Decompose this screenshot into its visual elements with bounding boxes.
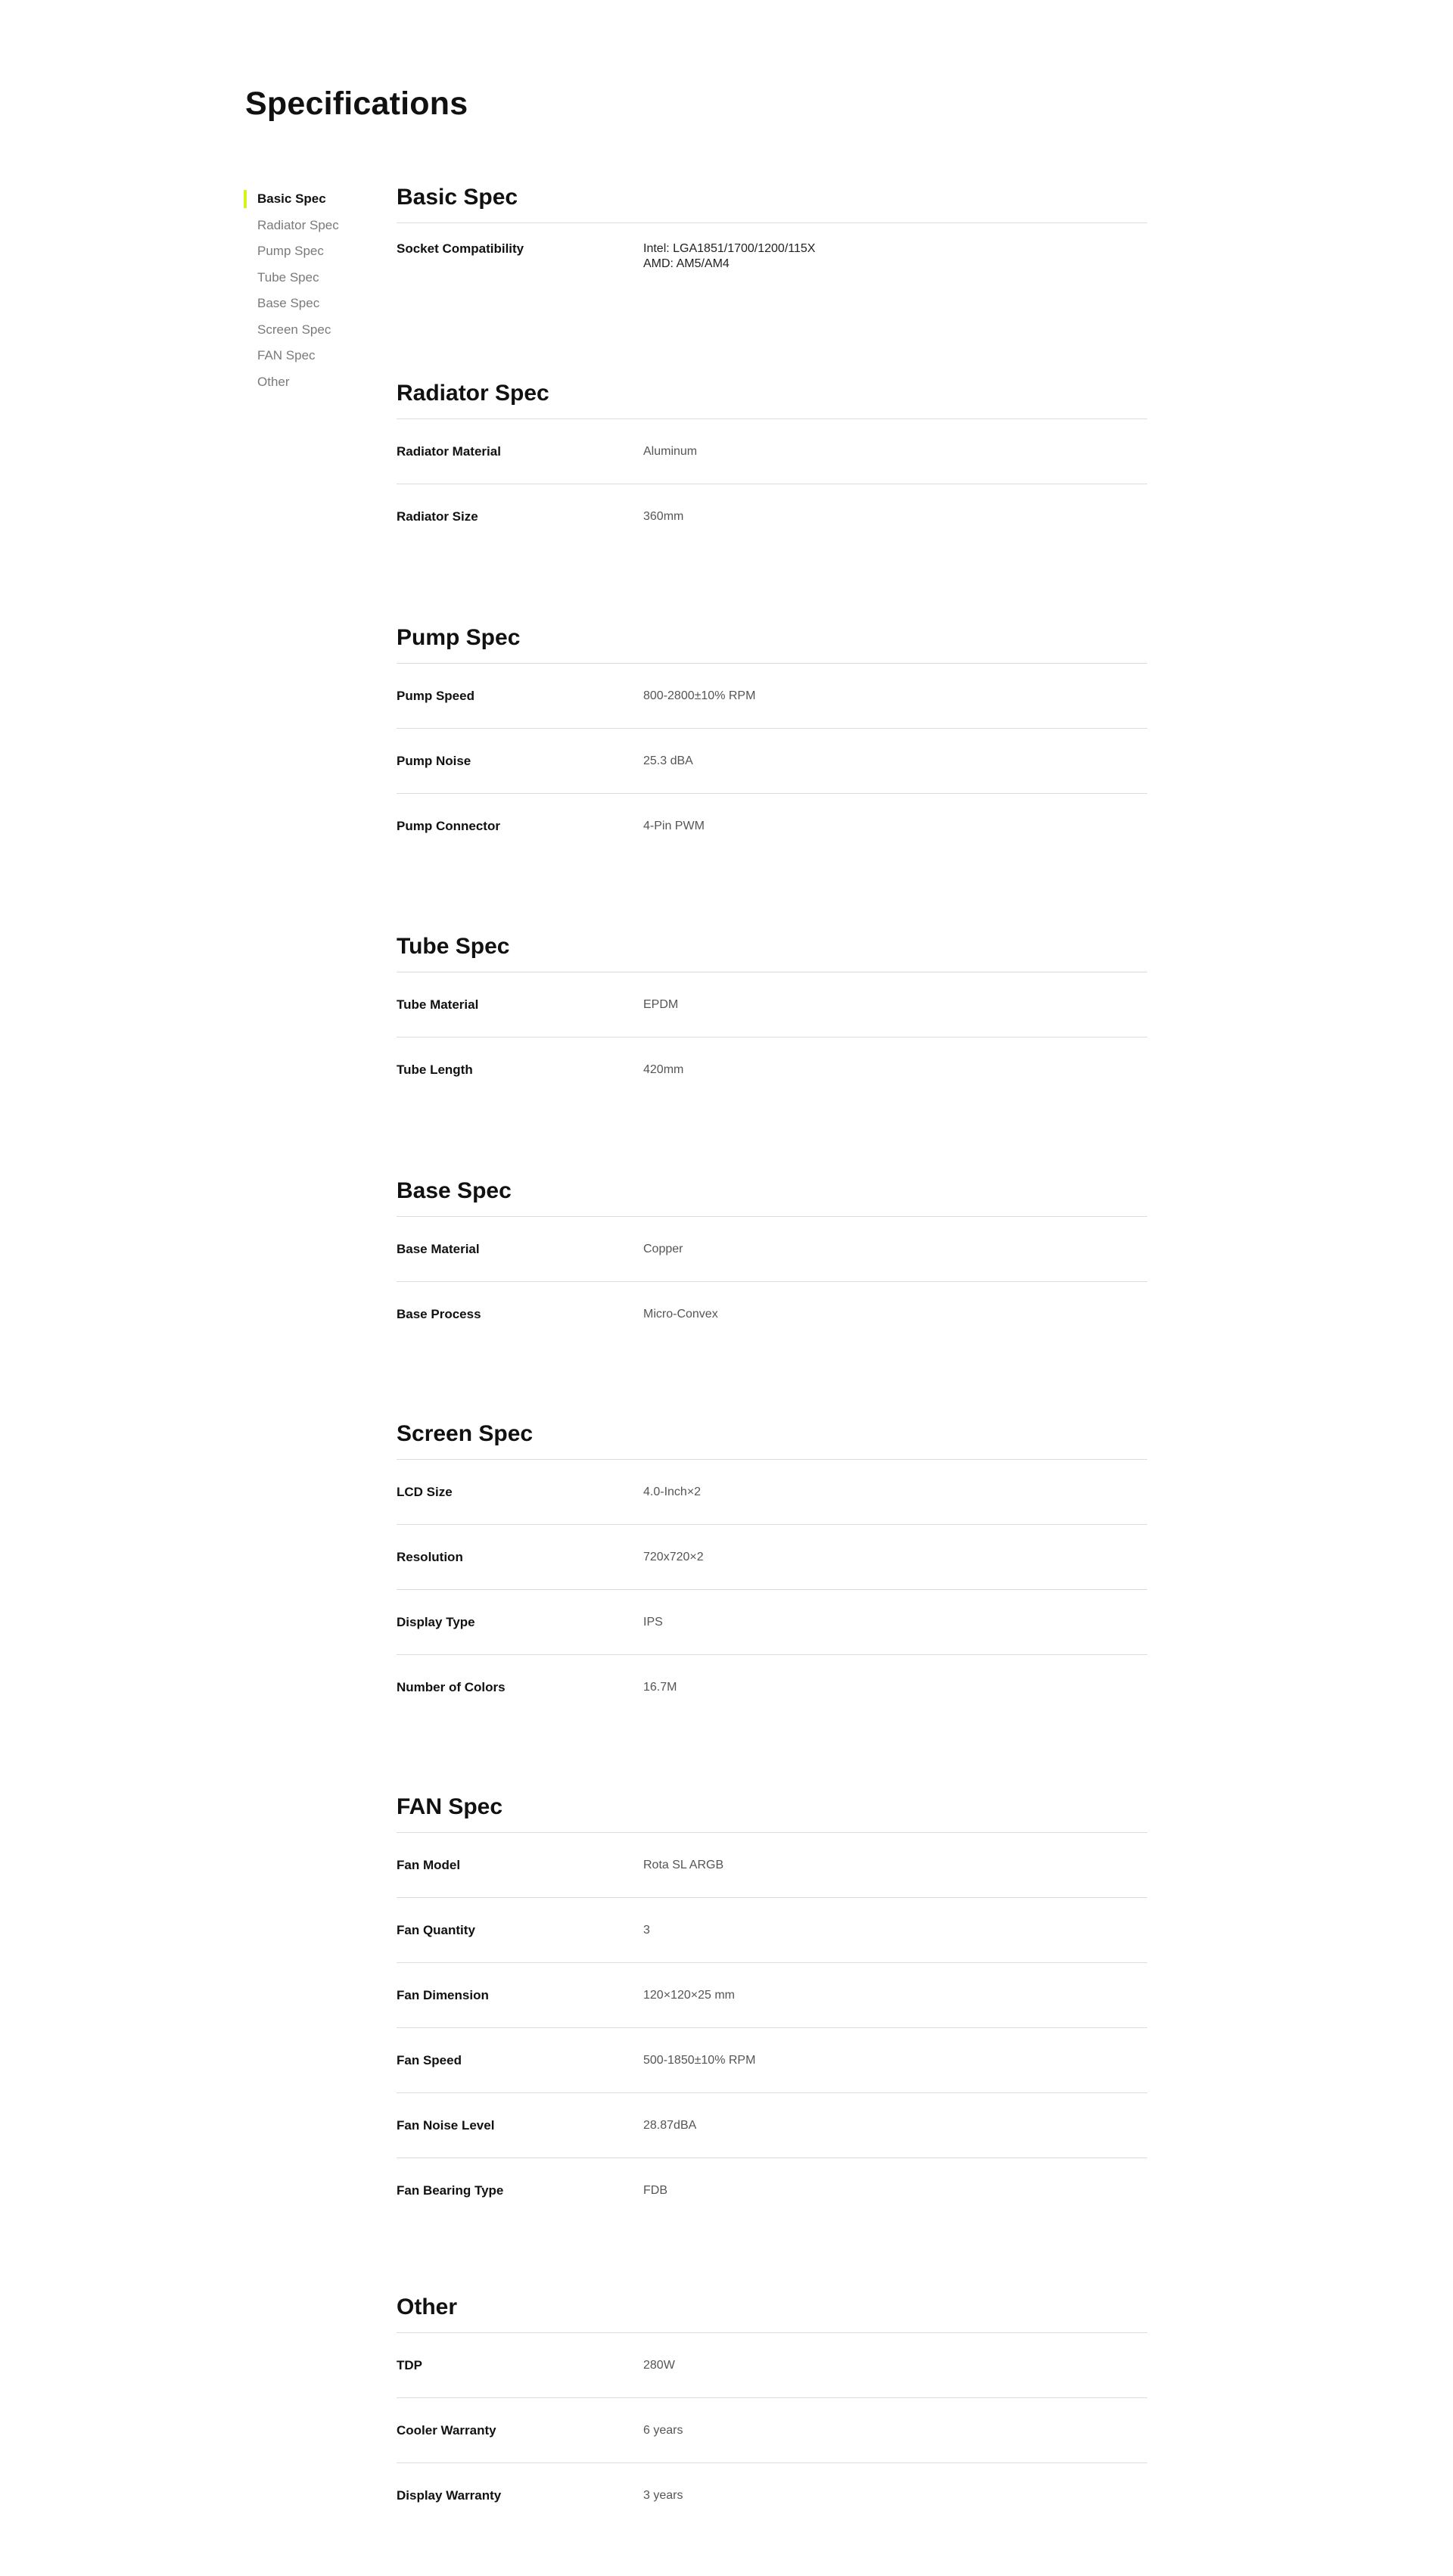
nav-item-pump-spec[interactable]: Pump Spec <box>257 244 324 258</box>
spec-label: Fan Bearing Type <box>397 2182 504 2198</box>
spec-value: FDB <box>643 2183 667 2197</box>
spec-value: 3 <box>643 1923 650 1937</box>
spec-label: Fan Quantity <box>397 1922 475 1937</box>
spec-value-line: AMD: AM5/AM4 <box>643 257 730 270</box>
spec-row-fan-quantity <box>397 1898 1147 1963</box>
nav-item-other[interactable]: Other <box>257 374 290 389</box>
spec-row-base-process <box>397 1282 1147 1346</box>
spec-value: 800-2800±10% RPM <box>643 689 756 702</box>
spec-value: 360mm <box>643 509 684 523</box>
spec-label: Pump Connector <box>397 818 500 833</box>
section-other <box>397 2282 1147 2528</box>
section-radiator-spec <box>397 369 1147 549</box>
nav-item-radiator-spec[interactable]: Radiator Spec <box>257 217 339 232</box>
spec-value: 280W <box>643 2358 675 2372</box>
spec-label: Cooler Warranty <box>397 2422 496 2438</box>
section-title: Screen Spec <box>397 1409 1147 1460</box>
section-title: Basic Spec <box>397 173 1147 223</box>
spec-row-fan-bearing-type <box>397 2158 1147 2223</box>
section-screen-spec <box>397 1409 1147 1719</box>
spec-row-pump-speed <box>397 664 1147 729</box>
spec-value: Rota SL ARGB <box>643 1858 724 1871</box>
spec-value: Copper <box>643 1242 683 1255</box>
section-title: Radiator Spec <box>397 369 1147 419</box>
spec-row-radiator-material <box>397 419 1147 484</box>
spec-row-number-of-colors <box>397 1655 1147 1719</box>
spec-value: 500-1850±10% RPM <box>643 2053 756 2067</box>
spec-label: Fan Speed <box>397 2052 462 2067</box>
spec-value: IPS <box>643 1615 663 1629</box>
spec-label: Socket Compatibility <box>397 241 524 256</box>
section-title: Other <box>397 2282 1147 2333</box>
spec-label: Pump Noise <box>397 753 471 768</box>
spec-row-tube-length <box>397 1038 1147 1102</box>
spec-row-cooler-warranty <box>397 2398 1147 2463</box>
spec-row-base-material <box>397 1217 1147 1282</box>
spec-row-display-warranty <box>397 2463 1147 2528</box>
spec-label: Fan Model <box>397 1857 461 1872</box>
spec-label: Display Type <box>397 1614 475 1629</box>
section-base-spec <box>397 1166 1147 1346</box>
spec-value: 3 years <box>643 2488 683 2502</box>
spec-row-pump-noise <box>397 729 1147 794</box>
spec-row-pump-connector <box>397 794 1147 858</box>
section-basic-spec <box>397 173 1147 291</box>
spec-label: Base Material <box>397 1241 480 1256</box>
spec-label: Fan Noise Level <box>397 2117 495 2133</box>
spec-row-fan-dimension <box>397 1963 1147 2028</box>
spec-value: EPDM <box>643 997 679 1011</box>
section-title: Pump Spec <box>397 613 1147 664</box>
spec-value: 6 years <box>643 2423 683 2437</box>
spec-label: Radiator Size <box>397 509 478 524</box>
spec-label: TDP <box>397 2357 422 2372</box>
spec-row-lcd-size <box>397 1460 1147 1525</box>
spec-value: Micro-Convex <box>643 1307 718 1321</box>
nav-item-base-spec[interactable]: Base Spec <box>257 296 320 310</box>
spec-label: Tube Length <box>397 1062 473 1077</box>
spec-value: 420mm <box>643 1062 684 1076</box>
nav-item-screen-spec[interactable]: Screen Spec <box>257 322 331 337</box>
spec-row-fan-model <box>397 1833 1147 1898</box>
spec-label: Pump Speed <box>397 688 474 703</box>
spec-value: 120×120×25 mm <box>643 1988 735 2002</box>
spec-value: 16.7M <box>643 1680 677 1694</box>
spec-value: 28.87dBA <box>643 2118 697 2132</box>
spec-value: 4.0-Inch×2 <box>643 1485 702 1498</box>
spec-row-tube-material <box>397 972 1147 1038</box>
spec-row-resolution <box>397 1525 1147 1590</box>
spec-value: 720x720×2 <box>643 1550 704 1563</box>
section-title: Tube Spec <box>397 922 1147 972</box>
spec-label: Radiator Material <box>397 443 501 459</box>
nav-item-basic-spec[interactable]: Basic Spec <box>244 188 372 214</box>
section-title: Base Spec <box>397 1166 1147 1217</box>
page-title: Specifications <box>245 86 468 122</box>
spec-label: Display Warranty <box>397 2487 502 2503</box>
spec-label: Resolution <box>397 1549 463 1564</box>
spec-value: Aluminum <box>643 444 698 458</box>
spec-label: Base Process <box>397 1306 481 1321</box>
spec-row-fan-noise-level <box>397 2093 1147 2158</box>
spec-row-radiator-size <box>397 484 1147 549</box>
spec-value: 4-Pin PWM <box>643 819 705 832</box>
section-fan-spec <box>397 1782 1147 2223</box>
spec-label: Tube Material <box>397 997 479 1012</box>
section-title: FAN Spec <box>397 1782 1147 1833</box>
spec-row-socket-compatibility <box>397 223 1147 291</box>
spec-value: 25.3 dBA <box>643 754 693 767</box>
section-pump-spec <box>397 613 1147 858</box>
spec-value-line: Intel: LGA1851/1700/1200/115X <box>643 242 816 255</box>
spec-row-fan-speed <box>397 2028 1147 2093</box>
section-tube-spec <box>397 922 1147 1102</box>
spec-label: Number of Colors <box>397 1679 506 1694</box>
nav-item-tube-spec[interactable]: Tube Spec <box>257 269 319 285</box>
spec-label: LCD Size <box>397 1484 453 1499</box>
spec-section-nav <box>244 188 372 397</box>
spec-value <box>643 241 815 272</box>
nav-item-fan-spec[interactable]: FAN Spec <box>257 348 316 362</box>
spec-row-tdp <box>397 2333 1147 2398</box>
spec-label: Fan Dimension <box>397 1987 489 2002</box>
spec-row-display-type <box>397 1590 1147 1655</box>
